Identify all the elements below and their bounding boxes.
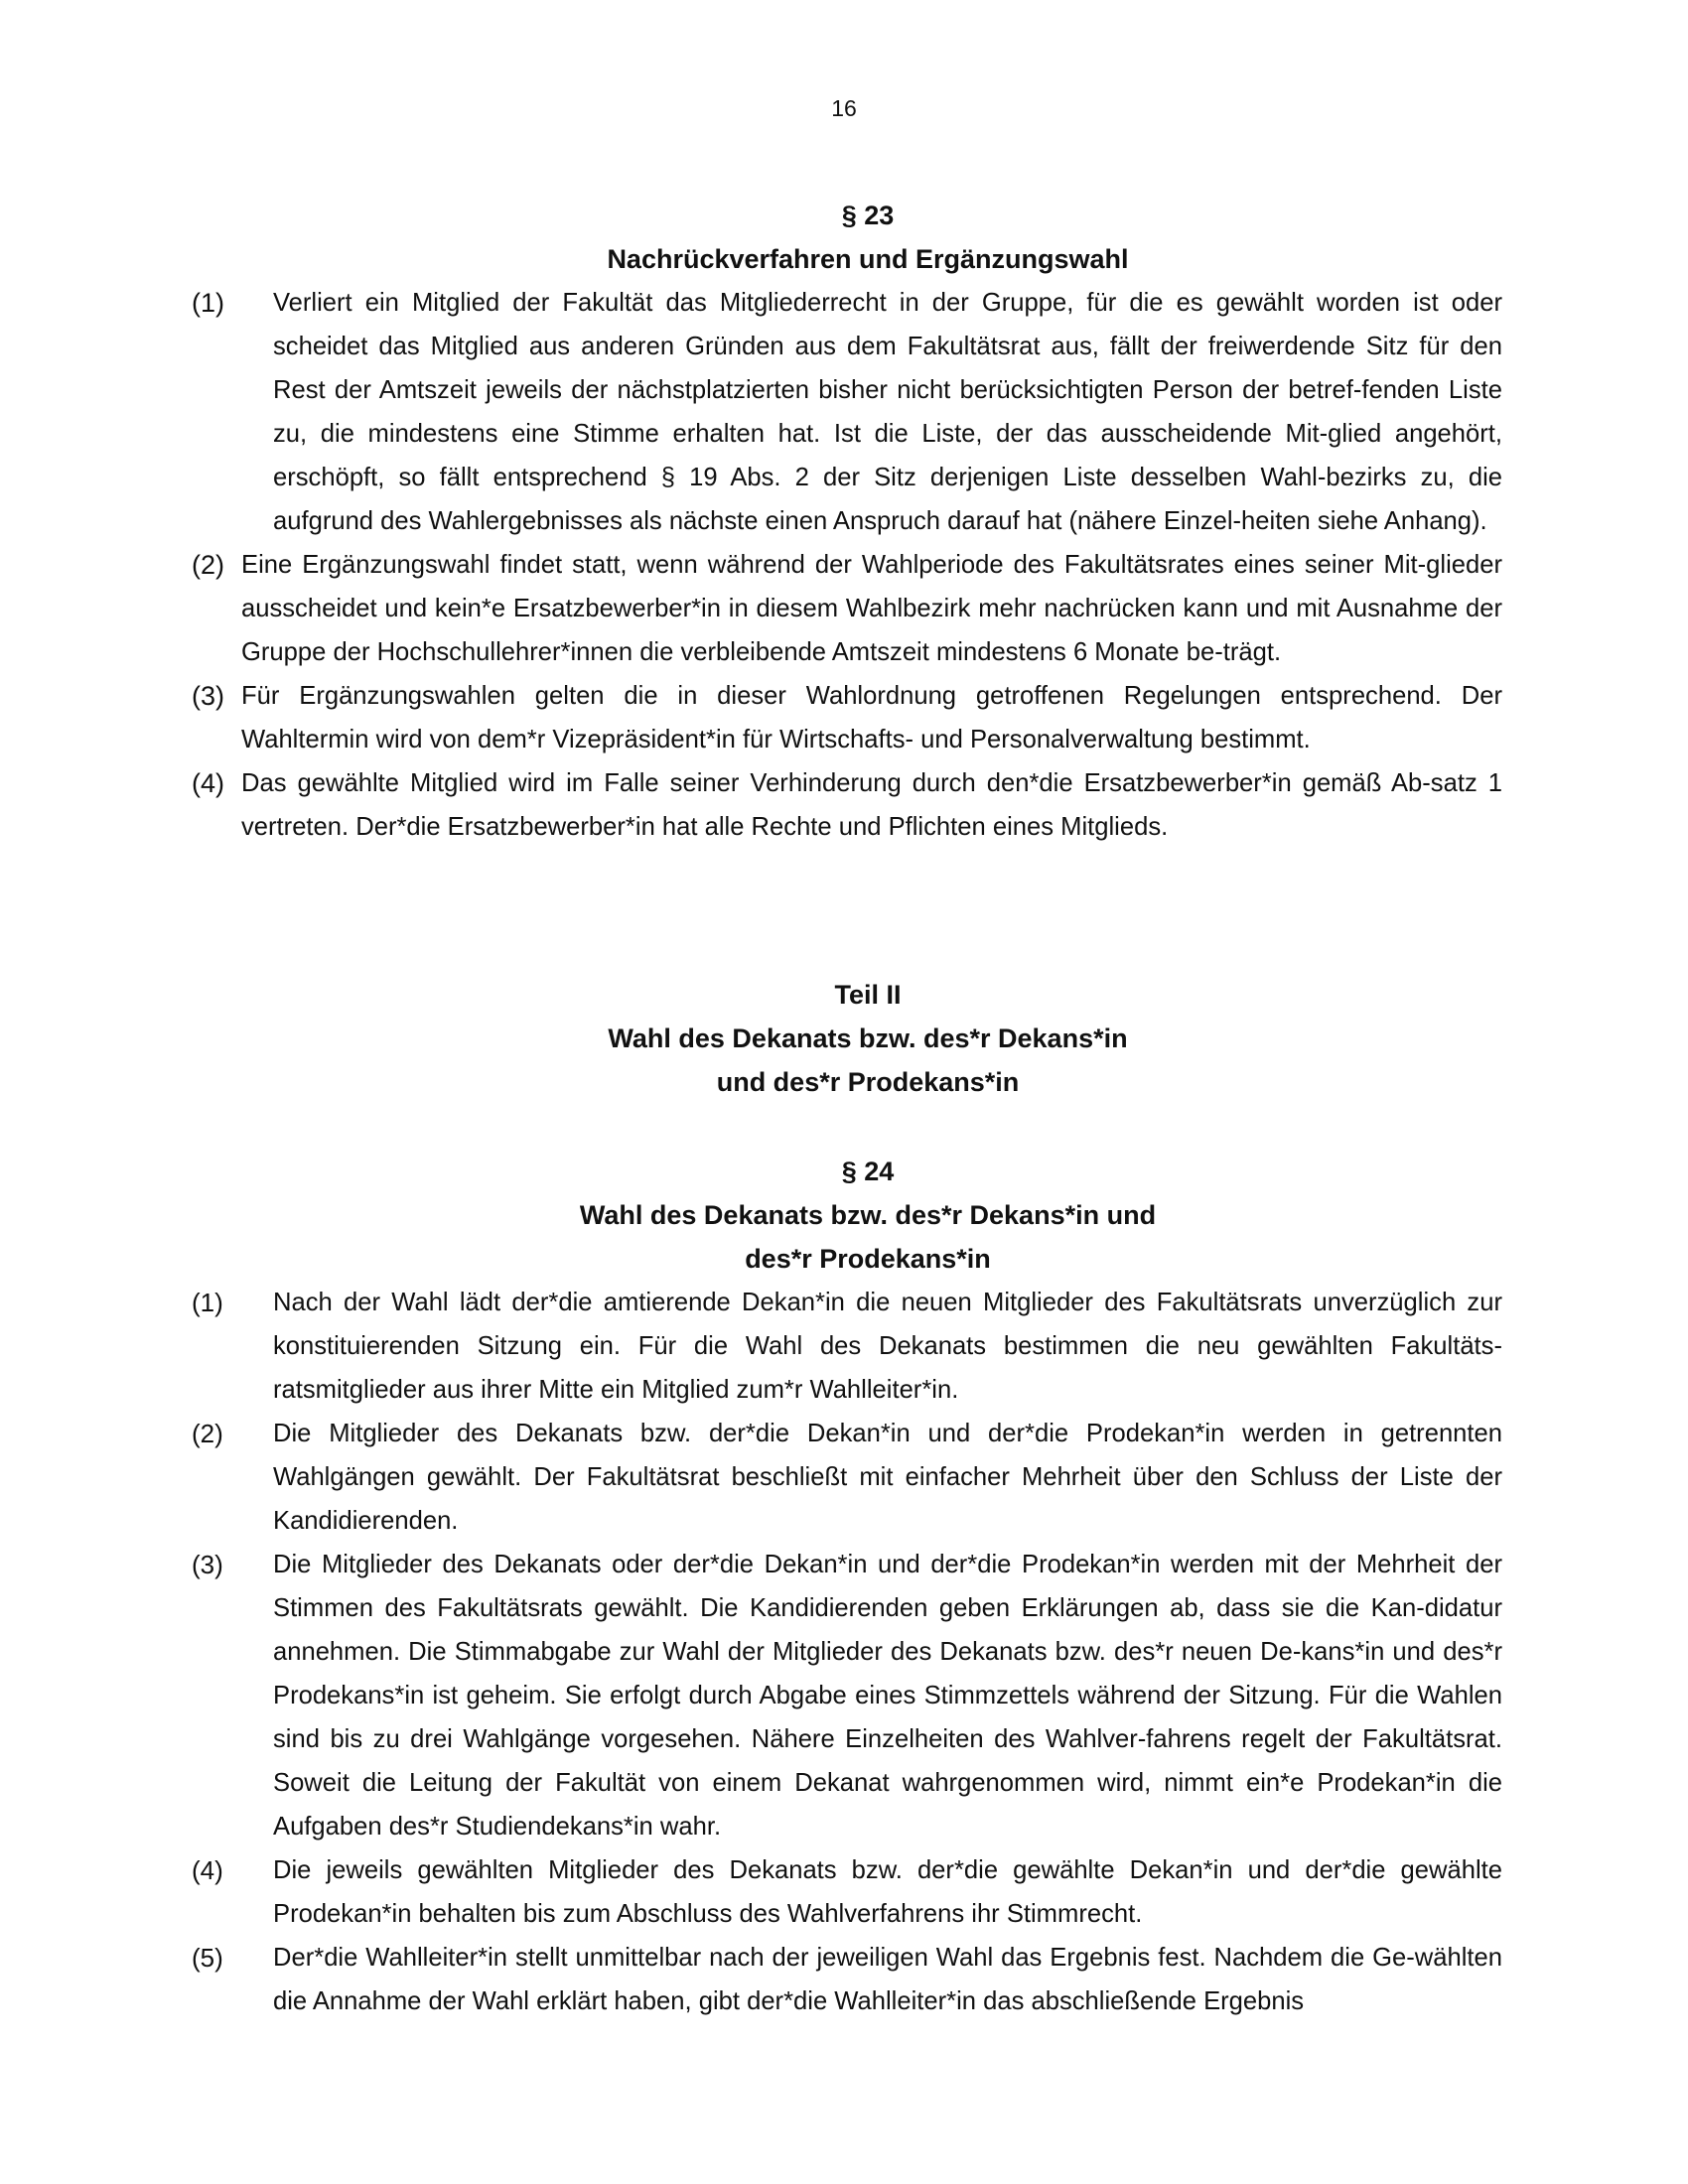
paragraph-number: (2)	[192, 550, 224, 580]
paragraph-text: Die jeweils gewählten Mitglieder des Dekanats bzw. der*die gewählte Dekan*in und der*die gewählte Prodekan*in behalten bis zum Abschluss des Wahlverfahrens ihr Stimmrecht.	[273, 1856, 1502, 1928]
paragraph-text: Nach der Wahl lädt der*die amtierende Dekan*in die neuen Mitglieder des Fakultätsrats unverzüglich zur konstituierenden Sitzung ein. Für die Wahl des Dekanats bestimmen die neu gewählten Fakultäts-ratsmitglieder aus ihrer Mitte ein Mitglied zum*r Wahlleiter*in.	[273, 1289, 1502, 1404]
section-23-title: Nachrückverfahren und Ergänzungswahl	[607, 244, 1129, 274]
paragraph-text: Für Ergänzungswahlen gelten die in dieser Wahlordnung getroffenen Regelungen entsprechend. Der Wahltermin wird von dem*r Vizepräsident*in für Wirtschafts- und Personalverwaltung bestimmt.	[241, 682, 1502, 753]
paragraph-text: Eine Ergänzungswahl findet statt, wenn während der Wahlperiode des Fakultätsrates eines seiner Mit-glieder ausscheidet und kein*e Ersatzbewerber*in in diesem Wahlbezirk mehr nachrücken kann und mit Ausnahme der Gruppe der Hochschullehrer*innen die verbleibende Amtszeit mindestens 6 Monate be-trägt.	[241, 551, 1502, 666]
paragraph-number: (3)	[192, 1550, 223, 1579]
paragraph-text: Verliert ein Mitglied der Fakultät das Mitgliederrecht in der Gruppe, für die es gewählt worden ist oder scheidet das Mitglied aus anderen Gründen aus dem Fakultätsrat aus, fällt der freiwerdende Sitz für den Rest der Amtszeit jeweils der nächstplatzierten bisher nicht berücksichtigten Person der betref-fenden Liste zu, die mindestens eine Stimme erhalten hat. Ist die Liste, der das ausscheidende Mit-glied angehört, erschöpft, so fällt entsprechend § 19 Abs. 2 der Sitz derjenigen Liste desselben Wahl-bezirks zu, die aufgrund des Wahlergebnisses als nächste einen Anspruch darauf hat (nähere Einzel-heiten siehe Anhang).	[273, 289, 1502, 535]
section-24-paragraph-4	[192, 1848, 1502, 1936]
section-24-title-line-2: des*r Prodekans*in	[745, 1244, 991, 1274]
section-24-title-line-1: Wahl des Dekanats bzw. des*r Dekans*in und	[579, 1200, 1157, 1230]
paragraph-text: Das gewählte Mitglied wird im Falle seiner Verhinderung durch den*die Ersatzbewerber*in gemäß Ab-satz 1 vertreten. Der*die Ersatzbewerber*in hat alle Rechte und Pflichten eines Mitglieds.	[241, 769, 1502, 841]
paragraph-text: Die Mitglieder des Dekanats bzw. der*die Dekan*in und der*die Prodekan*in werden in getrennten Wahlgängen gewählt. Der Fakultätsrat beschließt mit einfacher Mehrheit über den Schluss der Liste der Kandidierenden.	[273, 1420, 1502, 1535]
paragraph-number: (4)	[192, 768, 224, 798]
section-23-paragraph-2	[192, 543, 1502, 674]
page-number: 16	[831, 95, 857, 121]
paragraph-number: (1)	[192, 288, 224, 318]
section-24-symbol: § 24	[841, 1157, 895, 1186]
section-24	[192, 1150, 1502, 2023]
part-2-label: Teil II	[834, 980, 902, 1010]
part-2-title-line-2: und des*r Prodekans*in	[716, 1067, 1020, 1097]
paragraph-number: (5)	[192, 1943, 223, 1973]
part-2-heading	[192, 973, 1502, 1104]
part-2-title-line-1: Wahl des Dekanats bzw. des*r Dekans*in	[608, 1024, 1128, 1053]
paragraph-number: (1)	[192, 1288, 223, 1317]
section-23	[192, 194, 1502, 849]
section-24-paragraph-3	[192, 1543, 1502, 1848]
section-23-paragraph-1	[192, 281, 1502, 543]
paragraph-text: Der*die Wahlleiter*in stellt unmittelbar nach der jeweiligen Wahl das Ergebnis fest. Nachdem die Ge-wählten die Annahme der Wahl erklärt haben, gibt der*die Wahlleiter*in das abschließende Ergebnis	[273, 1944, 1502, 2015]
paragraph-number: (3)	[192, 681, 224, 711]
section-23-symbol: § 23	[841, 201, 895, 230]
section-23-paragraph-4	[192, 761, 1502, 849]
section-24-paragraph-5	[192, 1936, 1502, 2023]
section-23-paragraph-3	[192, 674, 1502, 761]
paragraph-number: (2)	[192, 1419, 223, 1448]
section-24-paragraph-1	[192, 1281, 1502, 1412]
paragraph-text: Die Mitglieder des Dekanats oder der*die Dekan*in und der*die Prodekan*in werden mit der Mehrheit der Stimmen des Fakultätsrats gewählt. Die Kandidierenden geben Erklärungen ab, dass sie die Kan-didatur annehmen. Die Stimmabgabe zur Wahl der Mitglieder des Dekanats bzw. des*r neuen De-kans*in und des*r Prodekans*in ist geheim. Sie erfolgt durch Abgabe eines Stimmzettels während der Sitzung. Für die Wahlen sind bis zu drei Wahlgänge vorgesehen. Nähere Einzelheiten des Wahlver-fahrens regelt der Fakultätsrat. Soweit die Leitung der Fakultät von einem Dekanat wahrgenommen wird, nimmt ein*e Prodekan*in die Aufgaben des*r Studiendekans*in wahr.	[273, 1551, 1502, 1841]
section-24-paragraph-2	[192, 1412, 1502, 1543]
paragraph-number: (4)	[192, 1855, 223, 1885]
